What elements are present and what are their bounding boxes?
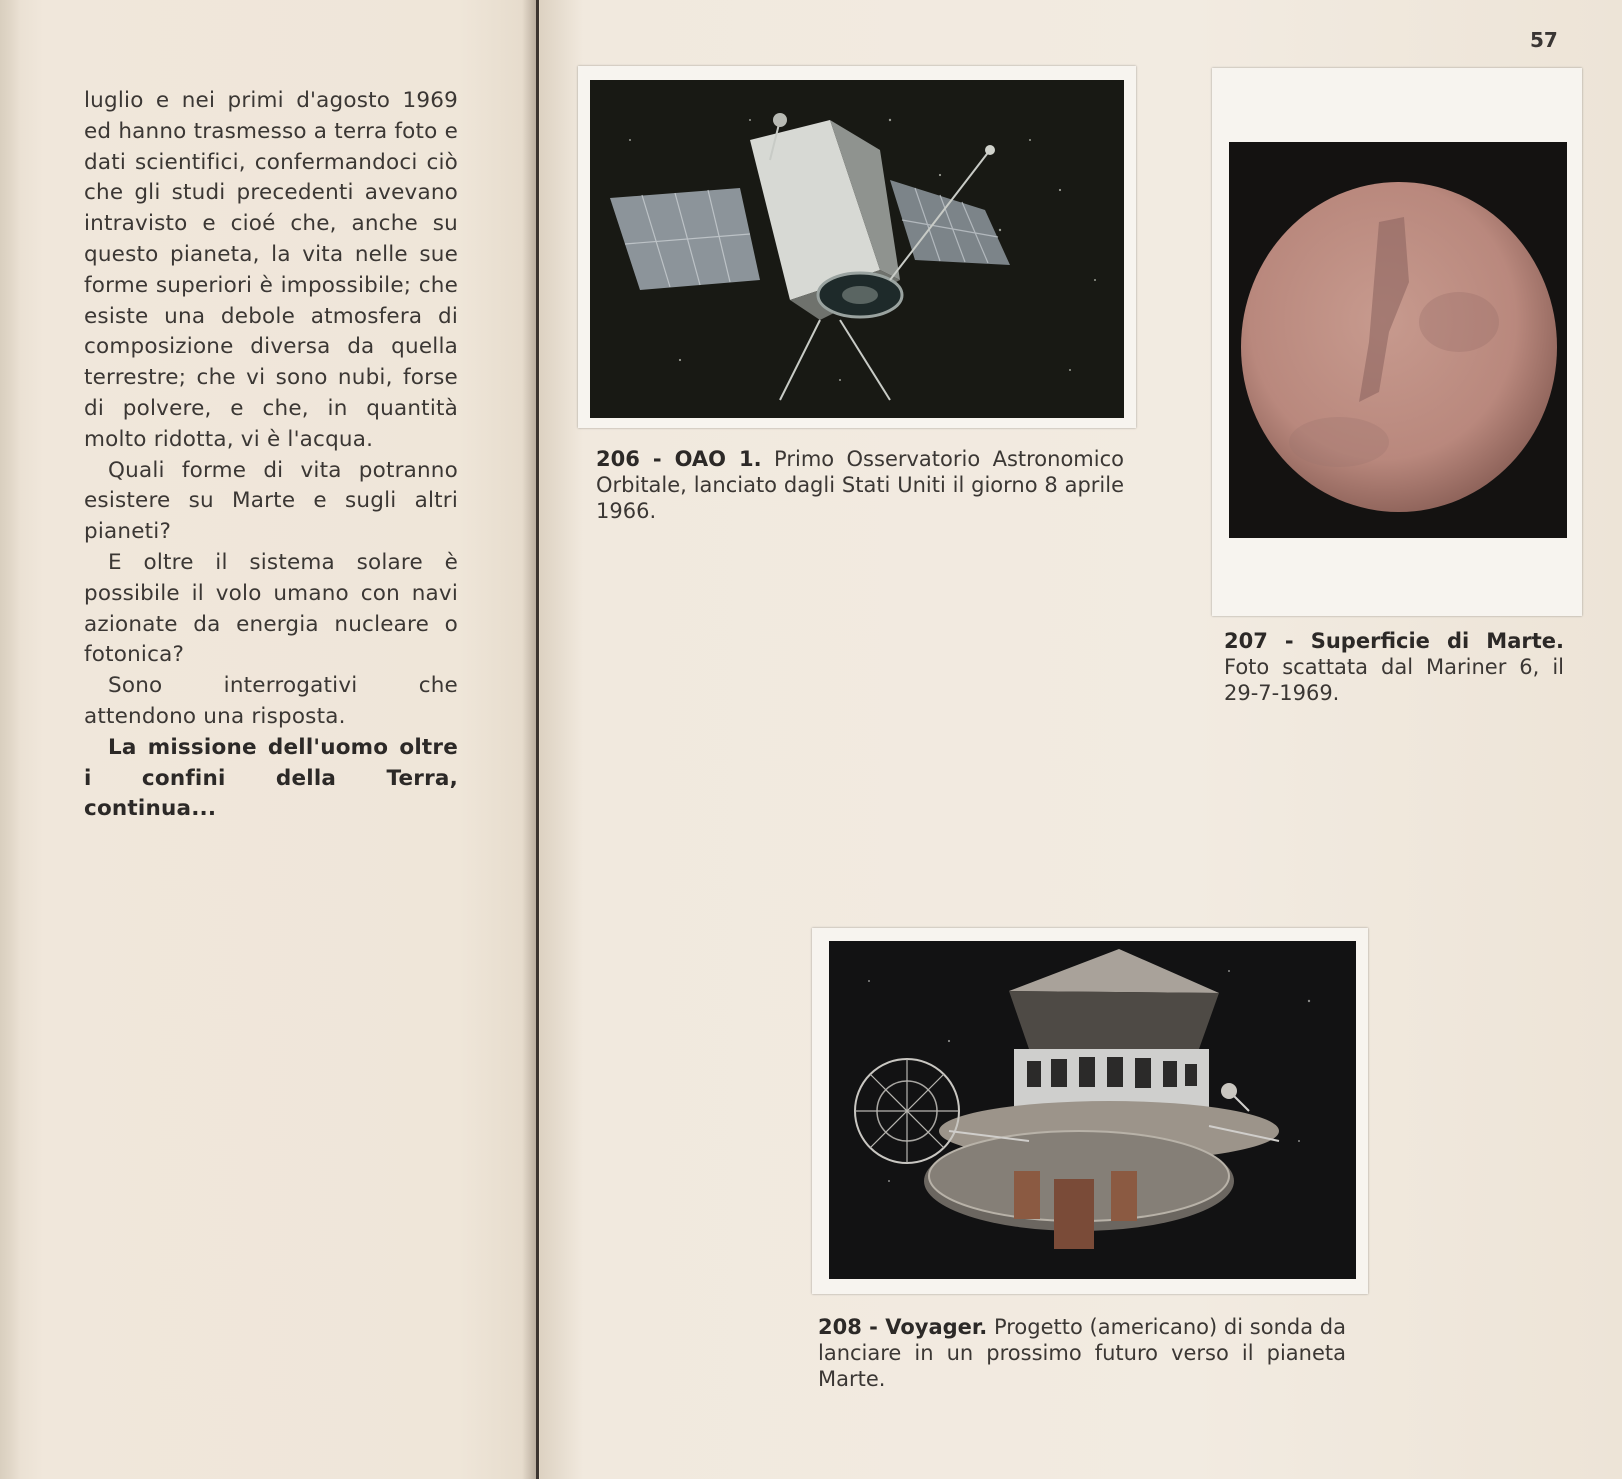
figure-206-card (578, 66, 1136, 428)
figure-208-photo (829, 941, 1356, 1279)
page-number: 57 (1530, 28, 1558, 52)
paragraph: Sono interrogativi che attendono una risposta. (84, 673, 458, 729)
figure-207-card (1212, 68, 1582, 616)
gutter-fold-shadow (522, 0, 536, 1479)
figure-207-caption (1224, 628, 1564, 706)
figure-206-caption (596, 446, 1124, 524)
figure-207-heading: 207 - Superficie di Marte. (1224, 629, 1564, 653)
mars-illustration (1229, 142, 1567, 538)
figure-206-heading: 206 - OAO 1. (596, 447, 762, 471)
paragraph: E oltre il sistema solare è possibile il volo umano con navi azionate da energia nucleare o fotonica? (84, 549, 458, 668)
figure-207-photo (1229, 142, 1567, 538)
figure-208-card (812, 928, 1368, 1294)
left-page (0, 0, 540, 1479)
figure-207-text: Foto scattata dal Mariner 6, il 29-7-1969. (1224, 655, 1564, 705)
figure-208-text: Progetto (americano) di sonda da lanciare in un prossimo futuro verso il pianeta Marte. (818, 1315, 1346, 1391)
figure-206-text: Primo Osservatorio Astronomico Orbitale, lanciato dagli Stati Uniti il giorno 8 aprile 1966. (596, 447, 1124, 523)
figure-208-heading: 208 - Voyager. (818, 1315, 988, 1339)
satellite-illustration (590, 80, 1124, 418)
paragraph: luglio e nei primi d'agosto 1969 ed hanno trasmesso a terra foto e dati scientifici, confermandoci ciò che gli studi precedenti avevano intravisto e cioé che, anche su questo pianeta, la vita nelle sue forme superiori è impossibile; che esiste una debole atmosfera di composizione diversa da quella terrestre; che vi sono nubi, forse di polvere, e che, in quantità molto ridotta, vi è l'acqua. (84, 88, 458, 452)
voyager-illustration (829, 941, 1356, 1279)
page-edge-shadow (0, 0, 20, 1479)
body-text (84, 86, 458, 825)
figure-206-photo (590, 80, 1124, 418)
binding-gutter (536, 0, 539, 1479)
closing-paragraph: La missione dell'uomo oltre i confini della Terra, continua... (84, 734, 458, 822)
paragraph: Quali forme di vita potranno esistere su Marte e sugli altri pianeti? (84, 457, 458, 545)
figure-208-caption (818, 1314, 1346, 1392)
